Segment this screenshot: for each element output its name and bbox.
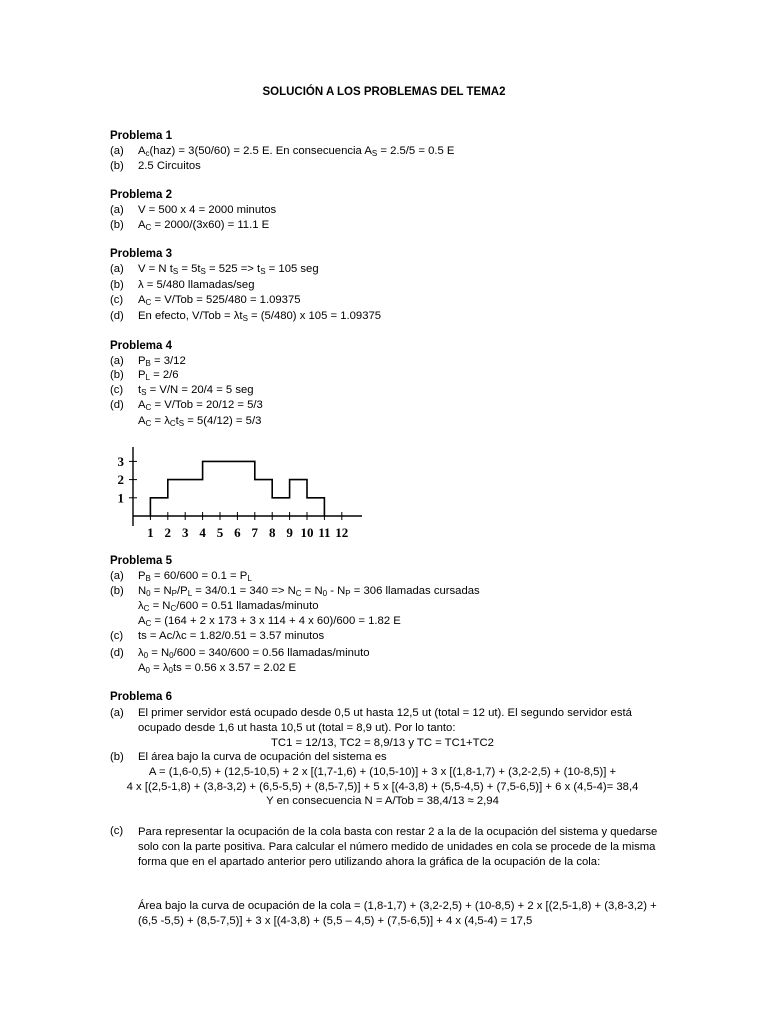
- problem-4-item-d-cont: $A_C = \lambda_Ct_S = 5(4/12) = 5/3$: [138, 415, 262, 428]
- problem-6-a-line-2: ocupado desde 1,6 ut hasta 10,5 ut (total = 8,9 ut). Por lo tanto:: [138, 722, 456, 734]
- chart-x-tick-label: 8: [268, 525, 276, 540]
- problem-5-item-a: (a) $P_B = 60/600 = 0.1 = P_L$: [110, 570, 252, 583]
- problem-5-heading: Problema 5: [110, 555, 172, 567]
- problem-3-item-a: (a) V = N $t_S = 5t_S = 525 => t_S = 105$ seg: [110, 263, 319, 276]
- chart-x-tick-label: 3: [181, 525, 189, 540]
- problem-4-item-d: (d) $A_C = V/Tob = 20/12 = 5/3$: [110, 399, 263, 412]
- problem-2-item-a: (a) V = 500 x 4 = 2000 minutos: [110, 204, 277, 216]
- problem-6-b-result: Y en consecuencia N = A/Tob = 38,4/13 ≈ 2,94: [266, 795, 499, 807]
- chart-y-tick-label: 1: [117, 490, 124, 506]
- chart-y-tick-label: 2: [117, 472, 124, 488]
- problem-3-heading: Problema 3: [110, 248, 172, 260]
- problem-4-item-c: (c) $t_S = V/N = 20/4 = 5$ seg: [110, 384, 254, 397]
- problem-2-item-b: (b) $A_C = 2000/(3x60) = 11.1$ E: [110, 219, 270, 232]
- problem-3-item-b: (b) λ = 5/480 llamadas/seg: [110, 279, 255, 291]
- problem-6-label-c: (c): [110, 825, 124, 837]
- problem-4-item-b: (b) $P_L = 2/6$: [110, 369, 179, 382]
- problem-5-item-b-cont-2: $A_C = (164 + 2$ x 173 + 3 x 114 + 4 x 60)/600 = 1.82 E: [138, 615, 401, 628]
- problem-5-item-b-cont-1: $\lambda_C = N_C/600 = 0.51$ llamadas/minuto: [138, 600, 319, 613]
- problem-2-heading: Problema 2: [110, 189, 172, 201]
- chart-x-tick-label: 1: [147, 525, 154, 540]
- page-title: SOLUCIÓN A LOS PROBLEMAS DEL TEMA2: [262, 86, 506, 98]
- chart-x-tick-label: 7: [251, 525, 259, 540]
- chart-x-tick-label: 9: [286, 525, 293, 540]
- chart-x-tick-label: 4: [199, 525, 206, 540]
- problem-5-item-d-cont: $A_0 = \lambda_0ts = 0.56$ x 3.57 = 2.02 E: [138, 662, 297, 675]
- chart-x-tick-label: 10: [300, 525, 314, 540]
- problem-6-c-area: Área bajo la curva de ocupación de la cola = (1,8-1,7) + (3,2-2,5) + (10-8,5) + 2 x [(2,5-1,8) + (3,8-3,2) + (6,5 -5,5) + (8,5-7,5)] + 3 x [(4-3,8) + (5,5 – 4,5) + (7,5-6,5)] + 4 x (4,5-4) = 17,5: [138, 900, 657, 927]
- problem-6-heading: Problema 6: [110, 691, 172, 703]
- problem-6-b-formula-2: 4 x [(2,5-1,8) + (3,8-3,2) + (6,5-5,5) + (8,5-7,5)] + 5 x [(4-3,8) + (5,5-4,5) + (7,5-6,5)] + 6 x (4,5-4)= 38,4: [126, 781, 639, 793]
- problem-5-item-b: (b) $N_0 = N_P/P_L = 34/0.1 = 340 => N_C = N_0 - N_P = 306$ llamadas cursadas: [110, 585, 480, 598]
- problem-3-item-c: (c) $A_C = V/Tob = 525/480 = 1.09375$: [110, 294, 301, 307]
- chart-y-tick-label: 3: [117, 453, 124, 469]
- problem-6-label-a: (a): [110, 707, 124, 719]
- chart-step-line: [150, 461, 324, 516]
- problem-4-item-a: (a) $P_B = 3/12$: [110, 355, 186, 368]
- problem-1-heading: Problema 1: [110, 130, 172, 142]
- problem-5-item-d: (d) $\lambda_0 = N_0/600 = 340/600 = 0.56$ llamadas/minuto: [110, 647, 370, 660]
- problem-1-item-b: (b) 2.5 Circuitos: [110, 160, 201, 172]
- problem-4-heading: Problema 4: [110, 340, 172, 352]
- chart-x-tick-label: 5: [216, 525, 224, 540]
- problem-1-item-a: (a) $A_c(haz) = 3(50/60) = 2.5$ E. En consecuencia $A_S = 2.5/5 = 0.5$ E: [110, 145, 455, 158]
- problem-6-b-formula-1: A = (1,6-0,5) + (12,5-10,5) + 2 x [(1,7-1,6) + (10,5-10)] + 3 x [(1,8-1,7) + (3,2-2,5) + (10-8,5)] +: [148, 766, 617, 778]
- problem-6-a-result: TC1 = 12/13, TC2 = 8,9/13 y TC = TC1+TC2: [271, 737, 494, 749]
- problem-6-b-line-1: El área bajo la curva de ocupación del sistema es: [138, 751, 387, 763]
- problem-6-c-paragraph: Para representar la ocupación de la cola basta con restar 2 a la de la ocupación del sistema y quedarse solo con la parte positiva. Para calcular el número medido de unidades en cola se procede de la misma forma que en el apartado anterior pero utilizando ahora la gráfica de la ocupación de la cola:: [138, 826, 658, 868]
- chart-x-tick-label: 2: [164, 525, 172, 540]
- problem-5-item-c: (c) ts = Ac/λc = 1.82/0.51 = 3.57 minutos: [110, 630, 325, 642]
- chart-x-tick-label: 11: [318, 525, 331, 540]
- chart-x-tick-label: 6: [234, 525, 241, 540]
- chart-x-tick-label: 12: [335, 525, 349, 540]
- problem-3-item-d: (d) En efecto, $V/Tob = \lambda t_S = (5/480)$ x 105 = 1.09375: [110, 310, 382, 323]
- problem-6-a-line-1: El primer servidor está ocupado desde 0,5 ut hasta 12,5 ut (total = 12 ut). El segundo servidor está: [138, 707, 632, 719]
- problem-6-label-b: (b): [110, 751, 124, 763]
